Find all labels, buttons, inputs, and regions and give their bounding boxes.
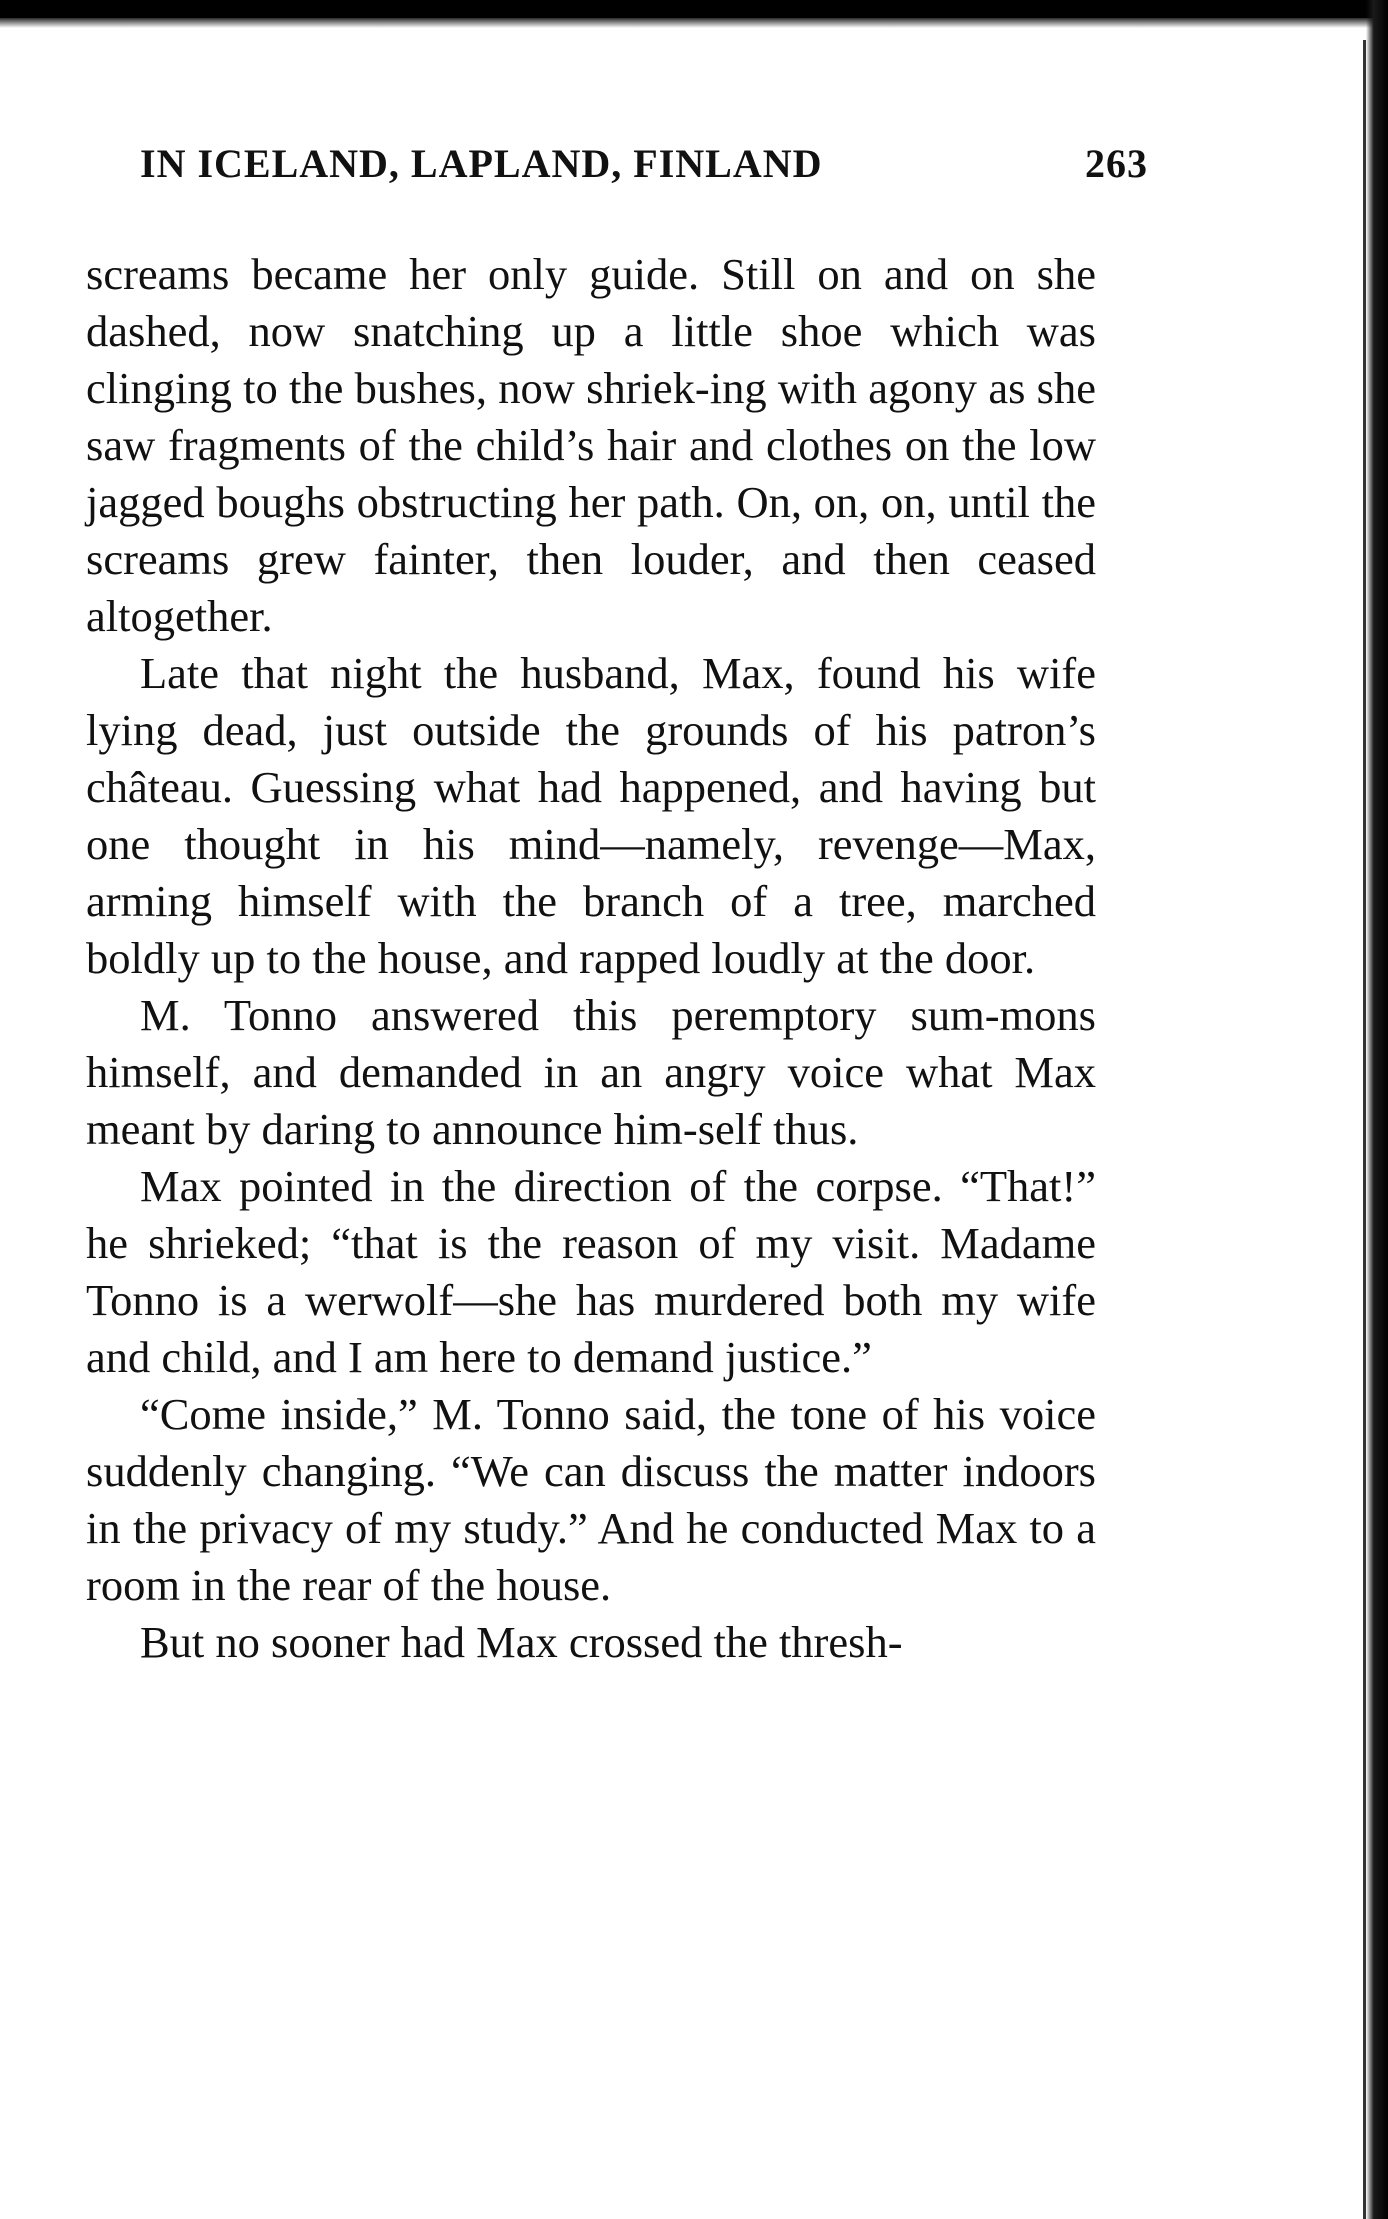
page-edge-line xyxy=(1363,40,1366,2219)
paragraph: Late that night the husband, Max, found his wife lying dead, just outside the grounds of his patron’s château. Guessing what had happened, and having but one thought in his mind—namely, revenge—Max, arming himself with the branch of a tree, marched boldly up to the house, and rapped loudly at the door. xyxy=(86,648,1096,983)
body-text xyxy=(86,246,1096,1671)
book-page xyxy=(86,140,1148,1671)
paragraph-continuation: screams became her only guide. Still on and on she dashed, now snatching up a little shoe which was clinging to the bushes, now shriek-ing with agony as she saw fragments of the child’s hair and clothes on the low jagged boughs obstructing her path. On, on, on, until the screams grew fainter, then louder, and then ceased altogether. xyxy=(86,249,1096,641)
page-top-shadow xyxy=(0,0,1388,18)
paragraph: M. Tonno answered this peremptory sum-mons himself, and demanded in an angry voice what Max meant by daring to announce him-self thus. xyxy=(86,990,1096,1154)
page-number: 263 xyxy=(1085,141,1148,186)
paragraph: “Come inside,” M. Tonno said, the tone of his voice suddenly changing. “We can discuss the matter indoors in the privacy of my study.” And he conducted Max to a room in the rear of the house. xyxy=(86,1389,1096,1610)
running-head xyxy=(140,140,1148,200)
paragraph: But no sooner had Max crossed the thresh- xyxy=(140,1617,903,1667)
running-title: IN ICELAND, LAPLAND, FINLAND xyxy=(140,141,823,186)
book-spine-shadow xyxy=(1366,0,1388,2219)
paragraph: Max pointed in the direction of the corpse. “That!” he shrieked; “that is the reason of my visit. Madame Tonno is a werwolf—she has murdered both my wife and child, and I am here to demand justice.” xyxy=(86,1161,1096,1382)
page-top-shadow-fade xyxy=(0,18,1388,28)
